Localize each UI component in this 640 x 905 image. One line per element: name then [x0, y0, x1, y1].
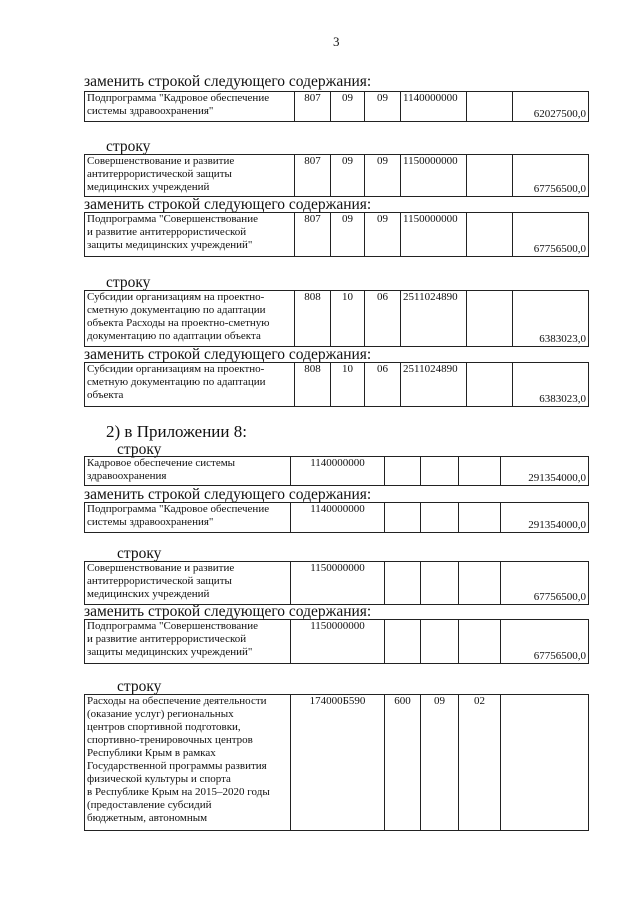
budget-table-10 [84, 694, 589, 831]
row-description: Подпрограмма "Совершенствование и развитие антитеррористической защиты медицинских учреждений" [85, 213, 295, 257]
section-code: 10 [331, 363, 365, 407]
budget-table-8 [84, 561, 589, 605]
section-code: 10 [331, 291, 365, 347]
target-code: 1150000000 [401, 213, 467, 257]
row-description: Субсидии организациям на проектно- сметную документацию по адаптации объекта [85, 363, 295, 407]
target-code: 1140000000 [291, 457, 385, 486]
ministry-code: 807 [295, 213, 331, 257]
section-cell [421, 620, 459, 664]
section-cell [421, 503, 459, 533]
target-code: 174000Б590 [291, 695, 385, 831]
row-heading-2: строку [106, 138, 151, 155]
replace-heading-5: заменить строкой следующего содержания: [84, 346, 372, 363]
ministry-code: 807 [295, 92, 331, 122]
table-row [85, 291, 589, 347]
replace-heading-3: заменить строкой следующего содержания: [84, 196, 372, 213]
amount: 67756500,0 [501, 562, 589, 605]
target-code: 2511024890 [401, 363, 467, 407]
budget-table-7 [84, 502, 589, 533]
expense-type-cell [467, 213, 513, 257]
row-description: Субсидии организациям на проектно- сметную документацию по адаптации объекта Расходы на проектно-сметную документацию по адаптации объекта [85, 291, 295, 347]
appendix-8-heading: 2) в Приложении 8: [106, 422, 247, 441]
amount: 291354000,0 [501, 457, 589, 486]
target-code: 1150000000 [291, 620, 385, 664]
target-code: 1140000000 [401, 92, 467, 122]
replace-heading-10: заменить строкой следующего содержания: [84, 603, 372, 620]
row-description: Подпрограмма "Кадровое обеспечение системы здравоохранения" [85, 92, 295, 122]
ministry-code: 808 [295, 291, 331, 347]
replace-heading-1: заменить строкой следующего содержания: [84, 73, 372, 90]
target-code: 1140000000 [291, 503, 385, 533]
section-code: 09 [331, 213, 365, 257]
table-row [85, 213, 589, 257]
table-row [85, 155, 589, 197]
target-code: 1150000000 [291, 562, 385, 605]
subsection-code: 06 [365, 363, 401, 407]
section-cell [421, 457, 459, 486]
subsection-code: 09 [365, 155, 401, 197]
amount: 67756500,0 [513, 155, 589, 197]
budget-table-2 [84, 154, 589, 197]
amount: 67756500,0 [501, 620, 589, 664]
replace-heading-8: заменить строкой следующего содержания: [84, 486, 372, 503]
row-description: Кадровое обеспечение системы здравоохранения [85, 457, 291, 486]
table-row [85, 503, 589, 533]
row-description: Совершенствование и развитие антитеррористической защиты медицинских учреждений [85, 155, 295, 197]
row-heading-11: строку [117, 678, 162, 695]
table-row [85, 363, 589, 407]
budget-table-3 [84, 212, 589, 257]
expense-type-code: 600 [385, 695, 421, 831]
expense-type-cell [385, 620, 421, 664]
budget-table-1 [84, 91, 589, 122]
subsection-cell [459, 562, 501, 605]
expense-type-cell [467, 291, 513, 347]
row-description: Подпрограмма "Совершенствование и развитие антитеррористической защиты медицинских учреждений" [85, 620, 291, 664]
row-heading-7: строку [117, 441, 162, 458]
expense-type-cell [467, 363, 513, 407]
row-description: Подпрограмма "Кадровое обеспечение системы здравоохранения" [85, 503, 291, 533]
budget-table-4 [84, 290, 589, 347]
ministry-code: 807 [295, 155, 331, 197]
table-row [85, 92, 589, 122]
section-cell [421, 562, 459, 605]
subsection-code: 02 [459, 695, 501, 831]
subsection-cell [459, 503, 501, 533]
row-heading-9: строку [117, 545, 162, 562]
amount: 67756500,0 [513, 213, 589, 257]
budget-table-5 [84, 362, 589, 407]
ministry-code: 808 [295, 363, 331, 407]
amount: 6383023,0 [513, 291, 589, 347]
amount [501, 695, 589, 831]
subsection-code: 09 [365, 213, 401, 257]
target-code: 2511024890 [401, 291, 467, 347]
expense-type-cell [467, 155, 513, 197]
table-row [85, 457, 589, 486]
expense-type-cell [385, 503, 421, 533]
expense-type-cell [467, 92, 513, 122]
amount: 6383023,0 [513, 363, 589, 407]
section-code: 09 [421, 695, 459, 831]
section-code: 09 [331, 92, 365, 122]
target-code: 1150000000 [401, 155, 467, 197]
subsection-cell [459, 620, 501, 664]
amount: 291354000,0 [501, 503, 589, 533]
table-row [85, 620, 589, 664]
amount: 62027500,0 [513, 92, 589, 122]
subsection-code: 06 [365, 291, 401, 347]
subsection-code: 09 [365, 92, 401, 122]
budget-table-6 [84, 456, 589, 486]
table-row [85, 562, 589, 605]
row-description: Совершенствование и развитие антитеррористической защиты медицинских учреждений [85, 562, 291, 605]
section-code: 09 [331, 155, 365, 197]
page-number: 3 [333, 34, 340, 49]
budget-table-9 [84, 619, 589, 664]
expense-type-cell [385, 457, 421, 486]
subsection-cell [459, 457, 501, 486]
table-row [85, 695, 589, 831]
row-description: Расходы на обеспечение деятельности (оказание услуг) региональных центров спортивной подготовки, спортивно-тренировочных центров Республики Крым в рамках Государственной программы развития физической культуры и спорта в Республике Крым на 2015–2020 годы (предоставление субсидий бюджетным, автономным [85, 695, 291, 831]
expense-type-cell [385, 562, 421, 605]
row-heading-4: строку [106, 274, 151, 291]
